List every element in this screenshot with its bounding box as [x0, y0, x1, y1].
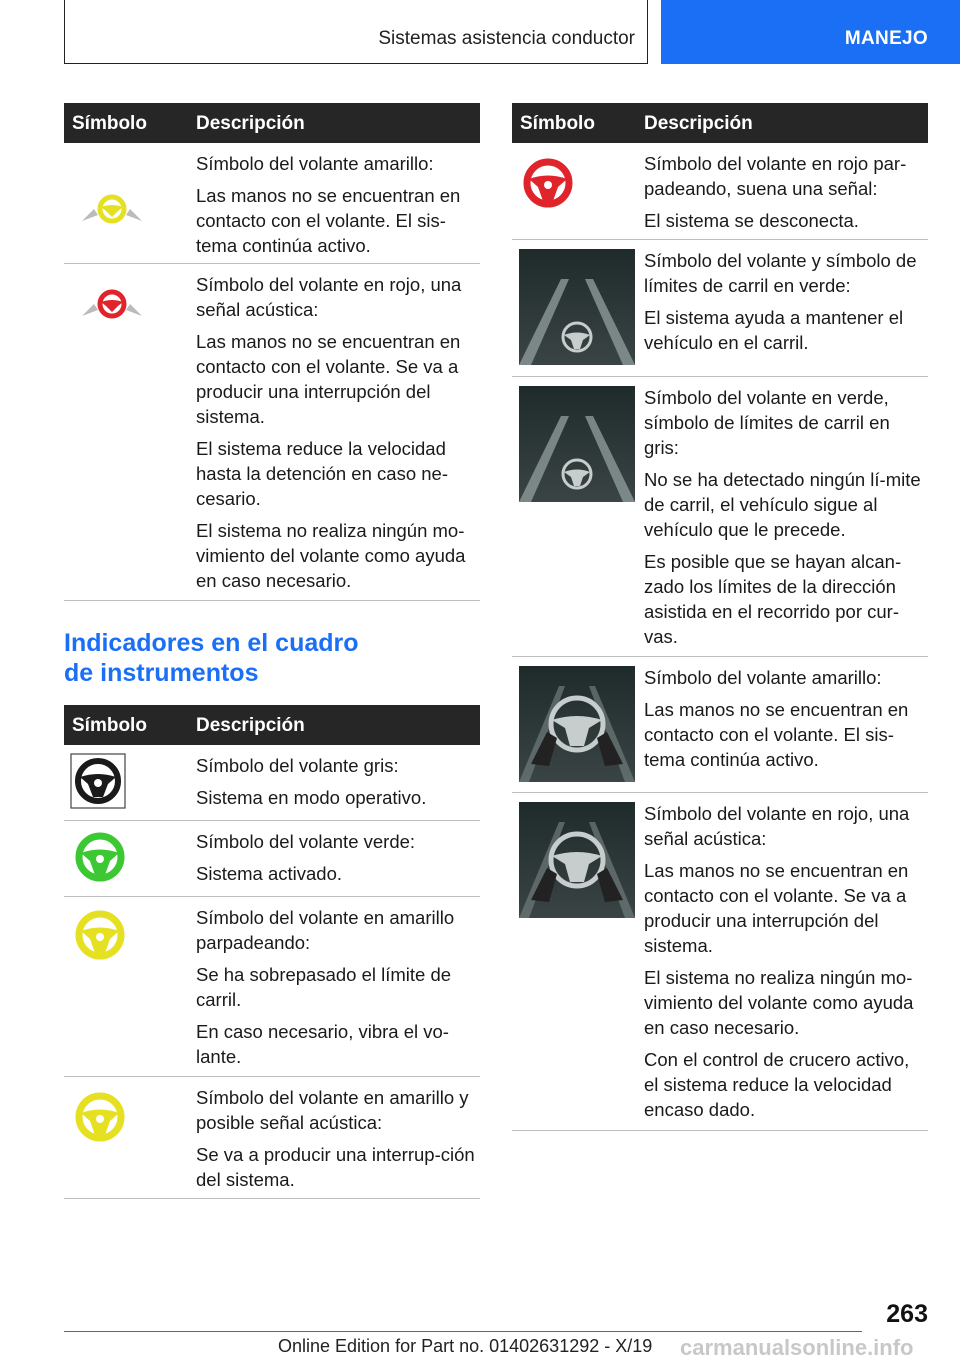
desc-line: Símbolo del volante en verde, símbolo de límites de carril en gris:: [644, 387, 890, 458]
row-description: [196, 829, 476, 893]
desc-line: Símbolo del volante en rojo par-padeando, suena una señal:: [644, 153, 907, 199]
table-row: [512, 240, 928, 377]
row-description: [644, 151, 924, 240]
section-title: [64, 628, 359, 688]
row-description: [196, 753, 476, 817]
page-number: 263: [886, 1300, 928, 1328]
desc-line: Se va a producir una interrup-ción del sistema.: [196, 1144, 475, 1190]
desc-line: Las manos no se encuentran en contacto con el volante. Se va a producir una interrupción del sistema.: [196, 331, 461, 427]
desc-line: Las manos no se encuentran en contacto con el volante. Se va a producir una interrupción del sistema.: [644, 860, 909, 956]
row-description: [644, 248, 924, 362]
desc-line: Las manos no se encuentran en contacto con el volante. El sis-tema continúa activo.: [196, 185, 461, 256]
row-description: [196, 905, 476, 1076]
desc-line: Símbolo del volante gris:: [196, 755, 399, 776]
col-description-header: Descripción: [196, 113, 305, 134]
steering-wheel-yellow-icon: [74, 1091, 126, 1148]
table-row: [512, 143, 928, 240]
steering-wheel-red-icon: [522, 157, 574, 214]
table-row: [64, 745, 480, 821]
table-1: [64, 103, 480, 601]
table-row: [64, 264, 480, 601]
desc-line: Símbolo del volante en amarillo parpadeando:: [196, 907, 455, 953]
desc-line: Se ha sobrepasado el límite de carril.: [196, 964, 452, 1010]
table-header: [512, 103, 928, 143]
table-header: [64, 103, 480, 143]
table-row: [64, 143, 480, 264]
lane-display-icon: [519, 386, 635, 507]
row-description: [196, 272, 476, 600]
col-symbol-header: Símbolo: [72, 113, 147, 134]
desc-line: Símbolo del volante verde:: [196, 831, 416, 852]
watermark: carmanualsonline.info: [680, 1335, 914, 1360]
desc-line: Es posible que se hayan alcan-zado los límites de la dirección asistida en el recorrido por cur-vas.: [644, 551, 902, 647]
table-2: [64, 705, 480, 1199]
desc-line: Las manos no se encuentran en contacto con el volante. El sis-tema continúa activo.: [644, 699, 909, 770]
header-section-tab[interactable]: [661, 0, 960, 64]
steering-wheel-yellow-hands-icon: [80, 193, 144, 230]
desc-line: Sistema en modo operativo.: [196, 787, 427, 808]
header-section-label: MANEJO: [844, 28, 928, 49]
row-description: [644, 665, 924, 779]
desc-line: Símbolo del volante en rojo, una señal acústica:: [196, 274, 462, 320]
desc-line: Símbolo del volante en rojo, una señal acústica:: [644, 803, 910, 849]
desc-line: En caso necesario, vibra el vo-lante.: [196, 1021, 449, 1067]
col-symbol-header: Símbolo: [72, 715, 147, 736]
header-title-box: [64, 0, 648, 64]
footer-text: Online Edition for Part no. 01402631292 - X/19: [278, 1336, 653, 1356]
row-description: [196, 151, 476, 265]
desc-line: Símbolo del volante en amarillo y posible señal acústica:: [196, 1087, 469, 1133]
col-description-header: Descripción: [196, 715, 305, 736]
section-title-line: Indicadores en el cuadro: [64, 629, 359, 657]
col-description-header: Descripción: [644, 113, 753, 134]
hands-on-wheel-display-icon: [519, 666, 635, 787]
section-title-line: de instrumentos: [64, 659, 259, 687]
table-row: [512, 657, 928, 793]
table-row: [512, 793, 928, 1131]
desc-line: El sistema no realiza ningún mo-vimiento del volante como ayuda en caso necesario.: [644, 967, 914, 1038]
table-row: [64, 821, 480, 897]
lane-display-icon: [519, 249, 635, 370]
desc-line: El sistema ayuda a mantener el vehículo en el carril.: [644, 307, 904, 353]
table-row: [64, 897, 480, 1077]
desc-line: Símbolo del volante amarillo:: [196, 153, 434, 174]
desc-line: No se ha detectado ningún lí-mite de carril, el vehículo sigue al vehículo que le precede.: [644, 469, 921, 540]
row-description: [196, 1085, 476, 1199]
desc-line: Con el control de crucero activo, el sistema reduce la velocidad encaso dado.: [644, 1049, 910, 1120]
table-row: [512, 377, 928, 657]
steering-wheel-yellow-icon: [74, 909, 126, 966]
row-description: [644, 385, 924, 656]
desc-line: Sistema activado.: [196, 863, 343, 884]
steering-wheel-gray-icon: [70, 753, 126, 814]
desc-line: El sistema reduce la velocidad hasta la detención en caso ne-cesario.: [196, 438, 448, 509]
desc-line: Símbolo del volante amarillo:: [644, 667, 882, 688]
hands-on-wheel-display-icon: [519, 802, 635, 923]
table-row: [64, 1077, 480, 1199]
desc-line: Símbolo del volante y símbolo de límites de carril en verde:: [644, 250, 917, 296]
table-header: [64, 705, 480, 745]
table-3: [512, 103, 928, 1131]
col-symbol-header: Símbolo: [520, 113, 595, 134]
steering-wheel-red-hands-icon: [80, 282, 144, 327]
desc-line: El sistema se desconecta.: [644, 210, 859, 231]
desc-line: El sistema no realiza ningún mo-vimiento del volante como ayuda en caso necesario.: [196, 520, 466, 591]
row-description: [644, 801, 924, 1129]
steering-wheel-green-icon: [74, 831, 126, 888]
footer-divider: [64, 1331, 862, 1332]
header-title: Sistemas asistencia conductor: [378, 28, 635, 49]
